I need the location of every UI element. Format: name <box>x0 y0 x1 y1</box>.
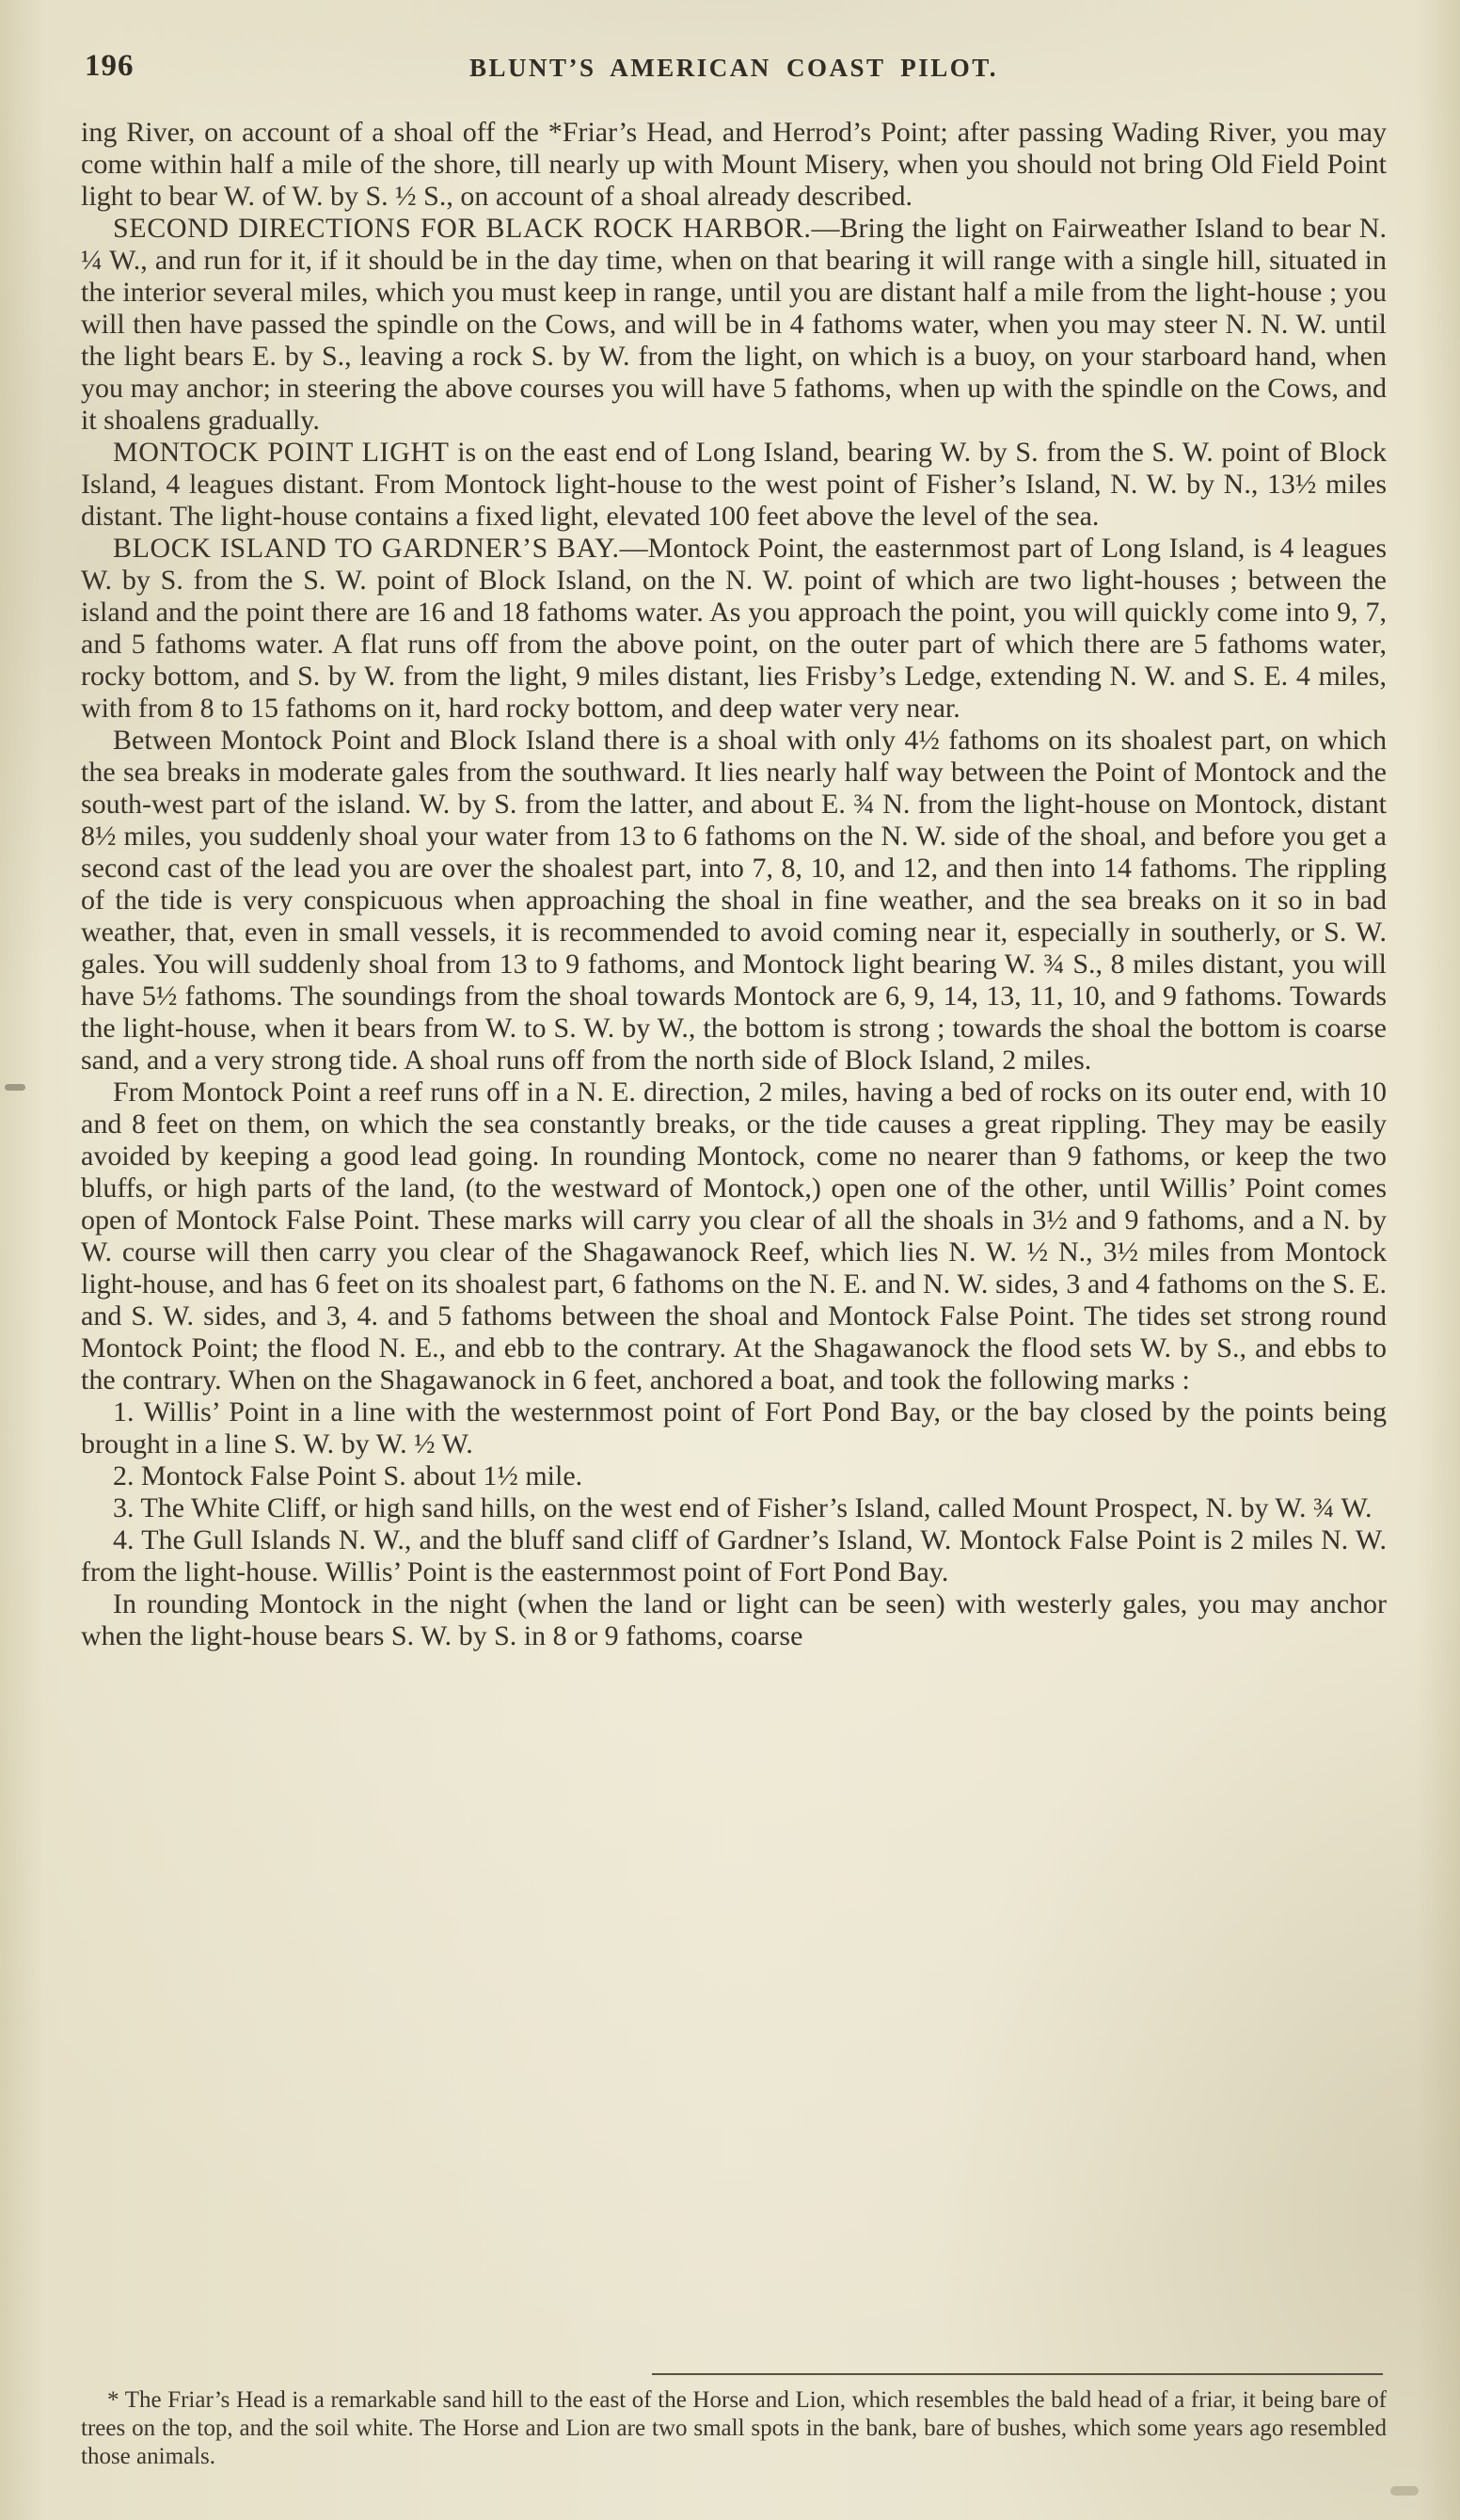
paragraph-text: From Montock Point a reef runs off in a N. E. direction, 2 miles, having a bed of rocks on its outer end, with 10 and 8 feet on them, on which the sea constantly breaks, or the tide causes a great rippling. They may be easily avoided by keeping a good lead going. In rounding Montock, come no nearer than 9 fathoms, or keep the two bluffs, or high parts of the land, (to the westward of Montock,) open one of the other, until Willis’ Point comes open of Montock False Point. These marks will carry you clear of all the shoals in 3½ and 9 fathoms, and a N. by W. course will then carry you clear of the Shagawanock Reef, which lies N. W. ½ N., 3½ miles from Montock light-house, and has 6 feet on its shoalest part, 6 fathoms on the N. E. and N. W. sides, 3 and 4 fathoms on the S. E. and S. W. sides, and 3, 4. and 5 fathoms between the shoal and Montock False Point. The tides set strong round Montock Point; the flood N. E., and ebb to the contrary. At the Shagawanock the flood sets W. by S., and ebbs to the contrary. When on the Shagawanock in 6 feet, anchored a boat, and took the following marks : <box>81 1077 1387 1396</box>
footnote-block <box>81 2373 1387 2475</box>
list-item-1 <box>81 1396 1387 1460</box>
paragraph-text: —Montock Point, the easternmost part of Long Island, is 4 leagues W. by S. from the S. W. point of Block Island, on the N. W. point of which are two light-houses ; between the island and the point there are 16 and 18 fathoms water. As you approach the point, you will quickly come into 9, 7, and 5 fathoms water. A flat runs off from the above point, on the outer part of which there are 5 fathoms water, rocky bottom, and S. by W. from the light, 9 miles distant, lies Frisby’s Ledge, extending N. W. and S. E. 4 miles, with from 8 to 15 fathoms on it, hard rocky bottom, and deep water very near. <box>81 533 1387 724</box>
page-number: 196 <box>85 49 135 83</box>
page-header <box>81 49 1387 92</box>
section-heading: MONTOCK POINT LIGHT <box>113 437 450 468</box>
running-title: BLUNT’S AMERICAN COAST PILOT. <box>468 54 999 82</box>
paragraph-text: In rounding Montock in the night (when the land or light can be seen) with westerly gales, you may anchor when the light-house bears S. W. by S. in 8 or 9 fathoms, coarse <box>81 1588 1387 1651</box>
section-heading: BLOCK ISLAND TO GARDNER’S BAY. <box>113 533 620 564</box>
paragraph-text: is on the east end of Long Island, bearing W. by S. from the S. W. point of Block Island, 4 leagues distant. From Montock light-house to the west point of Fisher’s Island, N. W. by N., 13½ miles distant. The light-house contains a fixed light, elevated 100 feet above the level of the sea. <box>81 437 1387 532</box>
body-text <box>81 117 1387 1652</box>
list-item-2 <box>81 1460 1387 1492</box>
paragraph-rounding-montock-night <box>81 1588 1387 1652</box>
paragraph-text: 2. Montock False Point S. about 1½ mile. <box>113 1460 583 1491</box>
footnote-rule <box>652 2373 1383 2375</box>
paragraph-black-rock-directions <box>81 213 1387 437</box>
footnote: * The Friar’s Head is a remarkable sand hill to the east of the Horse and Lion, which resembles the bald head of a friar, it being bare of trees on the top, and the soil white. The Horse and Lion are two small spots in the bank, bare of bushes, which some years ago resembled those animals. <box>81 2387 1387 2469</box>
section-heading: SECOND DIRECTIONS FOR BLACK ROCK HARBOR. <box>113 213 812 244</box>
list-item-3 <box>81 1492 1387 1524</box>
paragraph-text: 1. Willis’ Point in a line with the westernmost point of Fort Pond Bay, or the bay closed by the points being brought in a line S. W. by W. ½ W. <box>81 1396 1387 1459</box>
margin-smudge <box>5 1084 25 1091</box>
list-item-4 <box>81 1524 1387 1588</box>
paragraph-text: 4. The Gull Islands N. W., and the bluff sand cliff of Gardner’s Island, W. Montock False Point is 2 miles N. W. from the light-house. Willis’ Point is the easternmost point of Fort Pond Bay. <box>81 1524 1387 1587</box>
paragraph-text: —Bring the light on Fairweather Island to bear N. ¼ W., and run for it, if it should be in the day time, when on that bearing it will range with a single hill, situated in the interior several miles, which you must keep in range, until you are distant half a mile from the light-house ; you will then have passed the spindle on the Cows, and will be in 4 fathoms water, when you may steer N. N. W. until the light bears E. by S., leaving a rock S. by W. from the light, on which is a buoy, on your starboard hand, when you may anchor; in steering the above courses you will have 5 fathoms, when up with the spindle on the Cows, and it shoalens gradually. <box>81 213 1387 436</box>
paragraph-block-island-to-gardners-bay <box>81 533 1387 725</box>
paragraph-text: Between Montock Point and Block Island there is a shoal with only 4½ fathoms on its shoalest part, on which the sea breaks in moderate gales from the southward. It lies nearly half way between the Point of Montock and the south-west part of the island. W. by S. from the latter, and about E. ¾ N. from the light-house on Montock, distant 8½ miles, you suddenly shoal your water from 13 to 6 fathoms on the N. W. side of the shoal, and before you get a second cast of the lead you are over the shoalest part, into 7, 8, 10, and 12, and then into 14 fathoms. The rippling of the tide is very conspicuous when approaching the shoal in fine weather, and the sea breaks on it so in bad weather, that, even in small vessels, it is recommended to avoid coming near it, especially in southerly, or S. W. gales. You will suddenly shoal from 13 to 9 fathoms, and Montock light bearing W. ¾ S., 8 miles distant, you will have 5½ fathoms. The soundings from the shoal towards Montock are 6, 9, 14, 13, 11, 10, and 9 fathoms. Towards the light-house, when it bears from W. to S. W. by W., the bottom is strong ; towards the shoal the bottom is coarse sand, and a very strong tide. A shoal runs off from the north side of Block Island, 2 miles. <box>81 725 1387 1076</box>
paragraph-shoal-between-montock-and-block <box>81 725 1387 1077</box>
paragraph-continuation <box>81 117 1387 213</box>
paragraph-montock-reef <box>81 1077 1387 1396</box>
corner-smudge <box>1390 2486 1419 2496</box>
paragraph-text: 3. The White Cliff, or high sand hills, on the west end of Fisher’s Island, called Mount Prospect, N. by W. ¾ W. <box>113 1492 1373 1523</box>
paragraph-text: ing River, on account of a shoal off the *Friar’s Head, and Herrod’s Point; after passing Wading River, you may come within half a mile of the shore, till nearly up with Mount Misery, when you should not bring Old Field Point light to bear W. of W. by S. ½ S., on account of a shoal already described. <box>81 117 1387 212</box>
paragraph-montock-point-light <box>81 437 1387 533</box>
